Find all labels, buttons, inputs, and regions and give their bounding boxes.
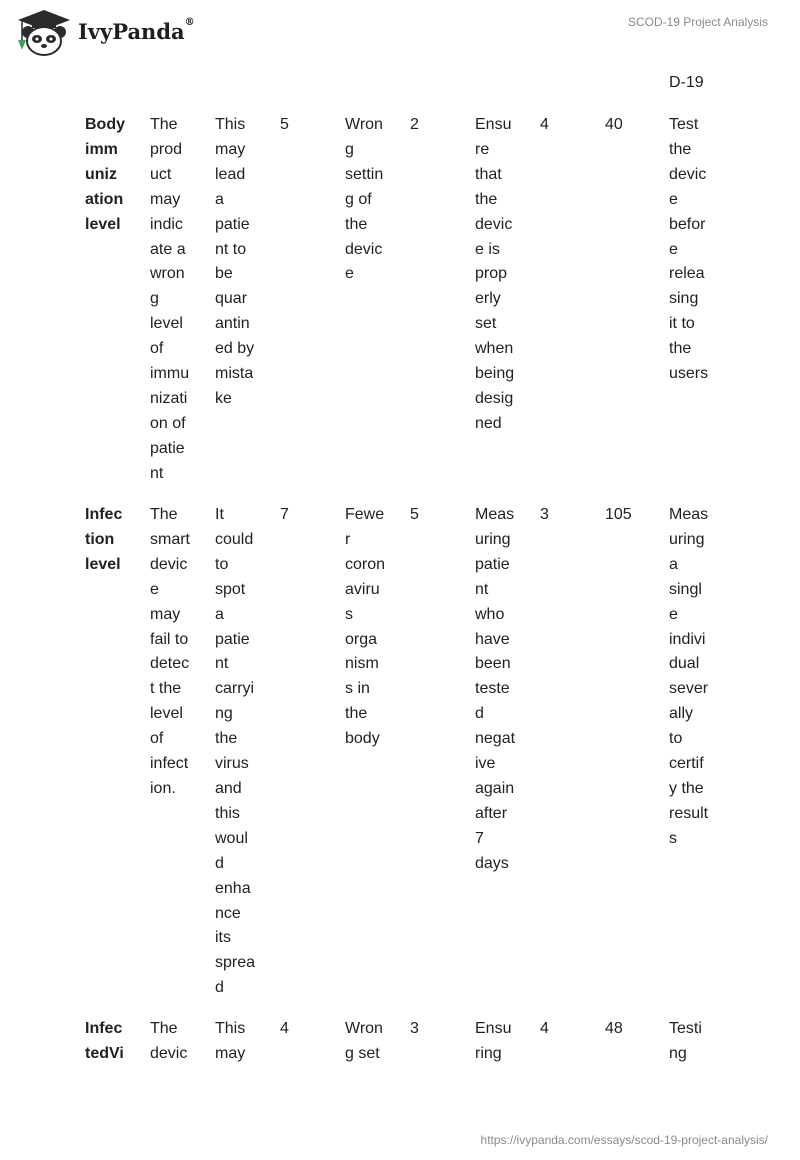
row1-effect: This may lead a patie nt to be quar antin ed by mista ke	[215, 116, 255, 407]
row3-occurrence: 3	[410, 1020, 419, 1037]
row1-severity: 5	[280, 116, 289, 133]
source-url-link[interactable]: https://ivypanda.com/essays/scod-19-project-analysis/	[480, 1133, 768, 1147]
row3-rpn: 48	[605, 1020, 623, 1037]
row1-occurrence: 2	[410, 116, 419, 133]
document-title: SCOD-19 Project Analysis	[627, 15, 768, 29]
row2-severity: 7	[280, 506, 289, 523]
row1-detection: 4	[540, 116, 549, 133]
row2-failure-mode: The smart devic e may fail to detec t the level of infect ion.	[150, 506, 190, 797]
row1-control: Ensu re that the devic e is prop erly set when being desig ned	[475, 116, 515, 432]
row3-cause: Wron g set	[345, 1020, 383, 1062]
row2-factor: Infec tion level	[85, 506, 123, 573]
row3-effect: This may	[215, 1020, 246, 1062]
row3-detection: 4	[540, 1020, 549, 1037]
row2-cause: Fewe r coron aviru s orga nism s in the body	[345, 506, 386, 748]
row1-failure-mode: The prod uct may indic ate a wron g level of immu nizati on of patie nt	[150, 116, 190, 482]
row1-factor: Body imm uniz ation level	[85, 116, 125, 233]
panda-logo-icon	[14, 8, 74, 56]
row3-factor: Infec tedVi	[85, 1020, 124, 1062]
row3-severity: 4	[280, 1020, 289, 1037]
row2-occurrence: 5	[410, 506, 419, 523]
registered-mark: ®	[184, 16, 195, 28]
row2-control: Meas uring patie nt who have been teste d negat ive again after 7 days	[475, 506, 516, 872]
row2-effect: It could to spot a patie nt carryi ng the virus and this woul d enha nce its sprea d	[215, 506, 256, 997]
row3-failure-mode: The devic	[150, 1020, 188, 1062]
row2-detection: 3	[540, 506, 549, 523]
row1-cause: Wron g settin g of the devic e	[345, 116, 384, 283]
row1-action: Test the devic e befor e relea sing it to the users	[669, 116, 709, 383]
row3-control: Ensu ring	[475, 1020, 512, 1062]
brand-logo[interactable]	[14, 8, 195, 56]
page-header	[0, 0, 800, 60]
row1-rpn: 40	[605, 116, 623, 133]
brand-name: IvyPanda®	[78, 16, 195, 44]
row2-rpn: 105	[605, 506, 632, 523]
row2-action: Meas uring a singl e indivi dual sever ally to certif y the result s	[669, 506, 709, 847]
row3-action: Testi ng	[669, 1020, 702, 1062]
table-top-fragment: D-19	[669, 74, 704, 91]
